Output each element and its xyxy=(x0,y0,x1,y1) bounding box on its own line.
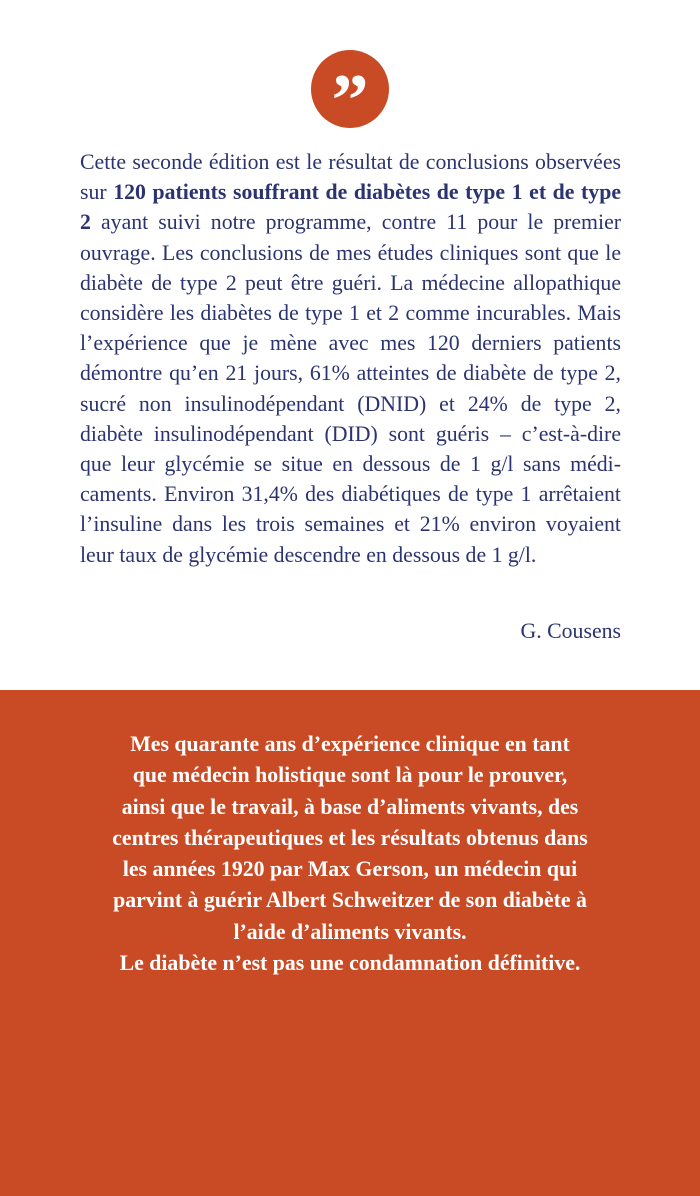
summary-line: centres thérapeutiques et les résultats obtenus dans xyxy=(112,825,588,850)
quote-mark-badge xyxy=(311,50,389,142)
summary-paragraph xyxy=(40,729,660,979)
summary-line: Le diabète n’est pas une condamnation définitive. xyxy=(119,951,581,976)
summary-line: parvint à guérir Albert Schweitzer de son diabète à xyxy=(113,888,587,913)
quote-author: G. Cousens xyxy=(520,619,621,643)
quote-text-body: ayant suivi notre programme, contre 11 pour le premier ouvrage. Les conclusions de mes études cliniques sont que le diabète de type 2 peut être guéri. La médecine allopathique considère les diabètes de type 1 et 2 comme incurables. Mais l’expérience que je mène avec mes 120 derniers patients démontre qu’en 21 jours, 61% atteintes de diabète de type 2, sucré non insulinodépendant (DNID) et 24% de type 2, diabète insulinodépendant (DID) sont guéris – c’est-à-dire que leur glycémie se situe en dessous de 1 g/l sans médicaments. Environ 31,4% des diabétiques de type 1 arrêtaient l’insuline dans les trois semaines et 21% environ voyaient leur taux de glycémie descendre en dessous de 1 g/l. xyxy=(80,210,621,567)
summary-line: l’aide d’aliments vivants. xyxy=(233,919,467,944)
summary-line: les années 1920 par Max Gerson, un médecin qui xyxy=(122,857,578,882)
quote-paragraph xyxy=(80,147,621,570)
quote-text-intro: Cette seconde édition est le résultat de conclusions observées sur xyxy=(80,150,621,205)
summary-line: ainsi que le travail, à base d’aliments vivants, des xyxy=(121,794,579,819)
summary-section xyxy=(0,690,700,1196)
quote-icon: ” xyxy=(331,60,369,142)
summary-line: Mes quarante ans d’expérience clinique en tant xyxy=(130,732,570,756)
summary-line: que médecin holistique sont là pour le prouver, xyxy=(132,763,568,788)
quote-text-emphasis: 120 patients souffrant de diabètes de type 1 et de type 2 xyxy=(80,180,621,235)
